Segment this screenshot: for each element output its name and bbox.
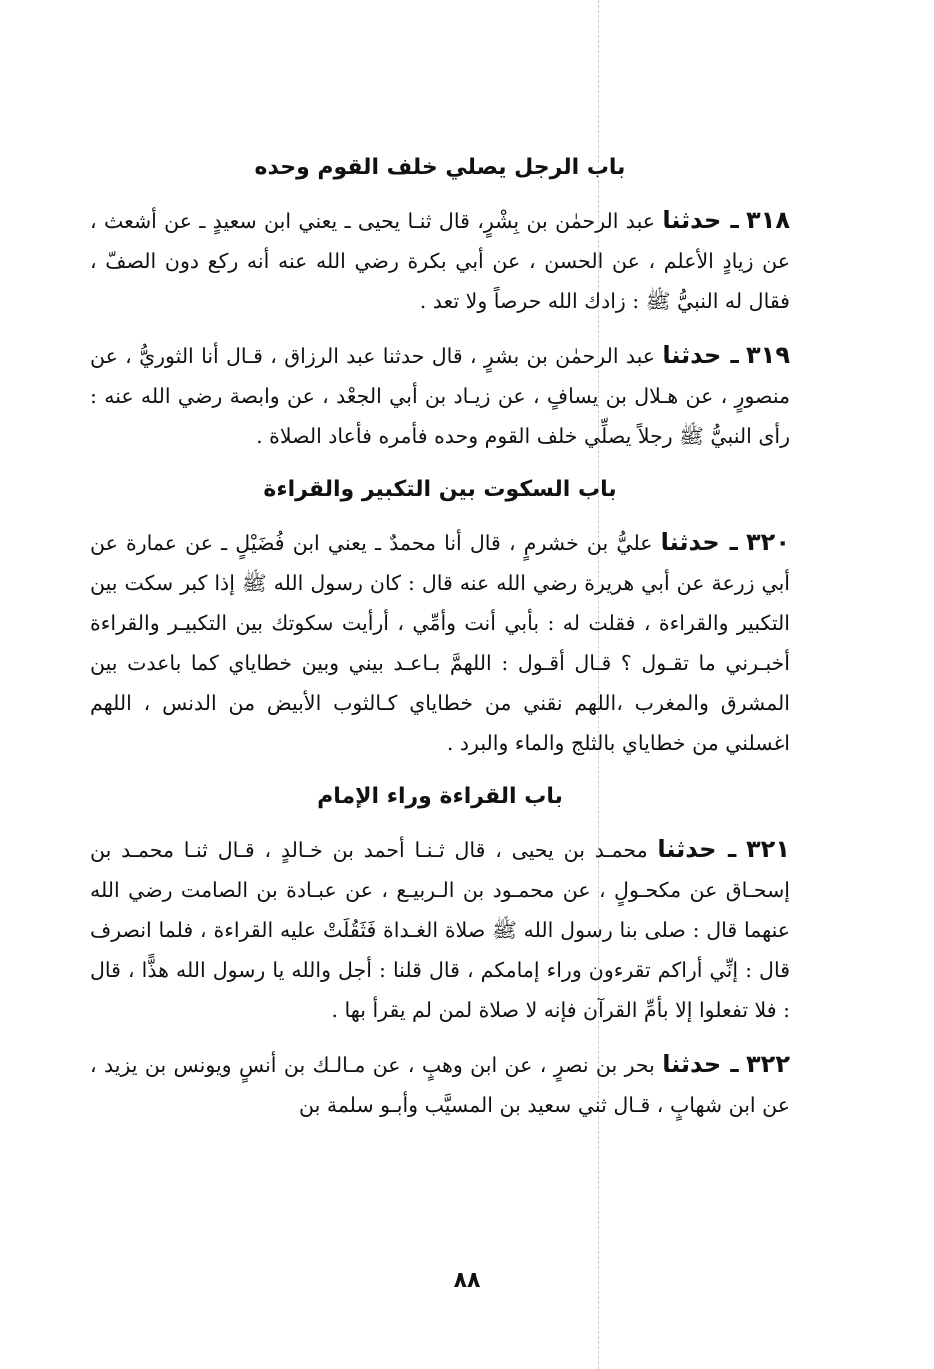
hadith-number: ٣٢٠	[746, 528, 790, 556]
section-heading: باب القراءة وراء الإمام	[317, 784, 563, 809]
hadith-number: ٣١٨	[746, 206, 790, 234]
hadith-number: ٣٢٢	[746, 1050, 790, 1078]
section-heading: باب الرجل يصلي خلف القوم وحده	[254, 155, 626, 180]
book-page	[90, 148, 790, 1139]
hadith-number: ٣٢١	[746, 835, 790, 863]
hadith-number: ٣١٩	[746, 341, 790, 369]
hadith-text: عبد الرحمٰن بن بِشْرٍ، قال ثنـا يحيى ـ يعني ابن سعيدٍ ـ عن أشعث ، عن زيادٍ الأعلم ، عن الحسن ، عن أبي بكرة رضي الله عنه أنه ركع دون الصفّ ، فقال له النبيُّ ﷺ : زادك الله حرصاً ولا تعد .	[90, 209, 790, 313]
hadith-text: محمـد بن يحيى ، قال ثـنـا أحمد بن خـالدٍ ، قـال ثنـا محمـد بن إسحـاق عن مكحـولٍ ، عن محمـود بن الـربيـع ، عن عبـادة بن الصامت رضي الله عنهما قال : صلى بنا رسول الله ﷺ صلاة الغـداة فَثَقُلَتْ عليه القراءة ، فلما انصرف قال : إنِّي أراكم تقرءون وراء إمامكم ، قال قلنا : أجل والله يا رسول الله هذًّا ، قال : فلا تفعلوا إلا بأمِّ القرآن فإنه لا صلاة لمن لم يقرأ بها .	[90, 838, 790, 1022]
hadith-keyword: ـ حدثنا	[662, 206, 739, 234]
hadith-keyword: ـ حدثنا	[662, 341, 739, 369]
section-heading: باب السكوت بين التكبير والقراءة	[263, 477, 617, 502]
hadith-text: عليُّ بن خشرمٍ ، قال أنا محمدٌ ـ يعني ابن فُضَيْلٍ ـ عن عمارة عن أبي زرعة عن أبي هريرة رضي الله عنه قال : كان رسول الله ﷺ إذا كبر سكت بين التكبير والقراءة ، فقلت له : بأبي أنت وأمِّي ، أرأيت سكوتك بين التكبيـر والقراءة أخبـرني ما تقـول ؟ قـال أقـول : اللهمَّ بـاعـد بيني وبين خطاياي كما باعدت بين المشرق والمغرب ،اللهم نقني من خطاياي كـالثوب الأبيض من الدنس ، اللهم اغسلني من خطاياي بالثلج والماء والبرد .	[90, 531, 790, 755]
page-number: ٨٨	[453, 1268, 481, 1293]
hadith-entry-318	[90, 200, 790, 321]
hadith-keyword: ـ حدثنا	[657, 835, 737, 863]
hadith-entry-320	[90, 522, 790, 763]
hadith-entry-322	[90, 1044, 790, 1125]
hadith-keyword: ـ حدثنا	[662, 1050, 739, 1078]
hadith-entry-319	[90, 335, 790, 456]
hadith-text: عبد الرحمٰن بن بشرٍ ، قال حدثنا عبد الرزاق ، قـال أنا الثوريُّ ، عن منصورٍ ، عن هـلال بن يسافٍ ، عن زيـاد بن أبي الجعْد ، عن وابصة رضي الله عنه : رأى النبيُّ ﷺ رجلاً يصلِّي خلف القوم وحده فأمره فأعاد الصلاة .	[90, 344, 790, 448]
hadith-text: بحر بن نصرٍ ، عن ابن وهبٍ ، عن مـالـك بن أنسٍ ويونس بن يزيد ، عن ابن شهابٍ ، قـال ثني سعيد بن المسيَّب وأبـو سلمة بن	[90, 1053, 790, 1117]
hadith-keyword: ـ حدثنا	[660, 528, 738, 556]
hadith-entry-321	[90, 829, 790, 1030]
